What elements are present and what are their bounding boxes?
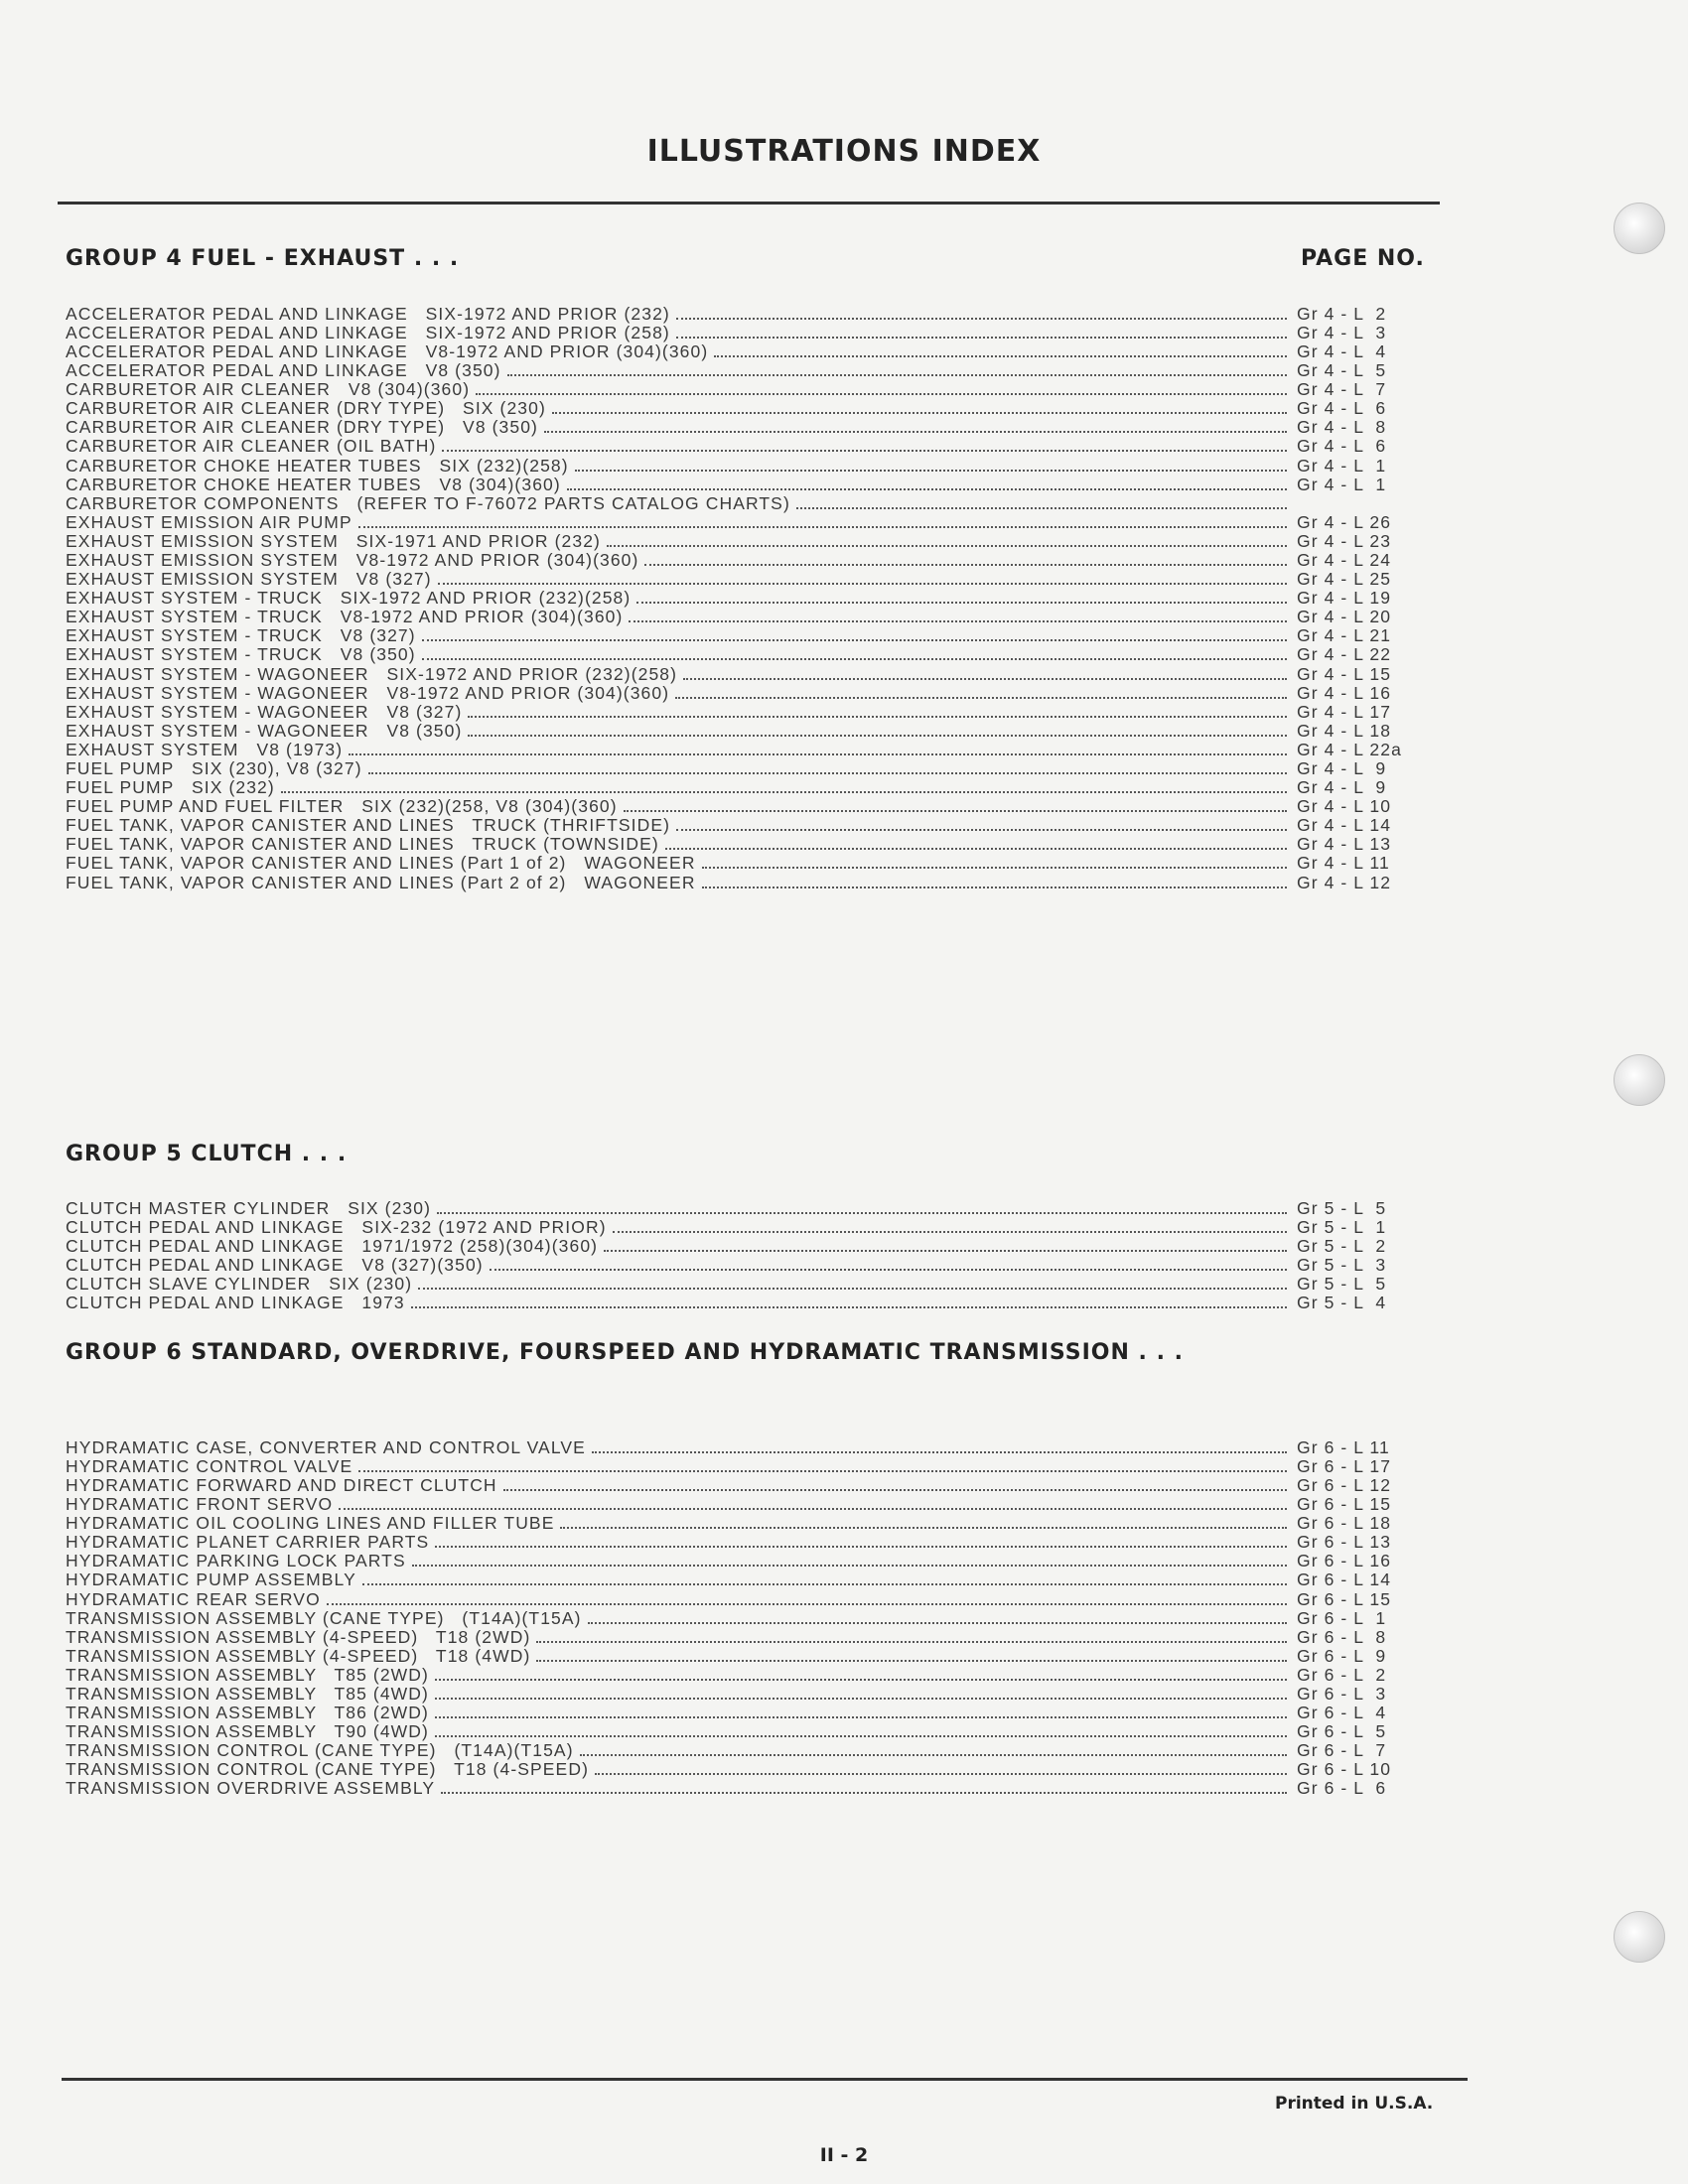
- entry-page-ref: Gr 6 - L 3: [1297, 1683, 1387, 1704]
- leader-dots: [490, 1253, 1287, 1271]
- leader-dots: [422, 624, 1287, 642]
- entry-page-ref: Gr 4 - L 18: [1297, 720, 1392, 741]
- leader-dots: [595, 1758, 1287, 1776]
- leader-dots: [575, 454, 1287, 472]
- leader-dots: [507, 358, 1287, 376]
- index-entry: [66, 814, 1446, 836]
- index-entry: [66, 529, 1446, 551]
- leader-dots: [665, 833, 1287, 851]
- entry-page-ref: Gr 4 - L 16: [1297, 682, 1392, 703]
- index-entry: [66, 396, 1446, 419]
- index-entry: [66, 1663, 1446, 1685]
- entry-label: FUEL PUMP SIX (232): [66, 777, 275, 798]
- leader-dots: [435, 1530, 1287, 1548]
- entry-page-ref: Gr 6 - L 10: [1297, 1759, 1392, 1780]
- entry-label: TRANSMISSION ASSEMBLY T85 (4WD): [66, 1683, 429, 1704]
- entry-page-ref: Gr 4 - L 25: [1297, 569, 1392, 590]
- index-entry: [66, 756, 1446, 778]
- entry-label: TRANSMISSION OVERDRIVE ASSEMBLY: [66, 1778, 436, 1799]
- index-entry: [66, 1454, 1446, 1476]
- entry-page-ref: Gr 6 - L 13: [1297, 1532, 1392, 1553]
- leader-dots: [702, 871, 1287, 888]
- entry-label: EXHAUST SYSTEM V8 (1973): [66, 739, 344, 759]
- entry-page-ref: Gr 6 - L 15: [1297, 1494, 1392, 1515]
- punch-hole-top: [1614, 203, 1665, 254]
- leader-dots: [624, 794, 1287, 812]
- index-entry: [66, 1550, 1446, 1569]
- entry-label: EXHAUST SYSTEM - TRUCK V8 (327): [66, 625, 416, 646]
- index-entry: [66, 700, 1446, 722]
- entry-label: EXHAUST EMISSION SYSTEM V8-1972 AND PRIOR (304)(360): [66, 549, 639, 570]
- entry-page-ref: Gr 4 - L 20: [1297, 607, 1392, 627]
- entry-label: CARBURETOR CHOKE HEATER TUBES SIX (232)(258): [66, 455, 569, 476]
- index-entry: [66, 302, 1446, 324]
- index-entry: [66, 1291, 1446, 1313]
- index-entry: [66, 1253, 1446, 1276]
- entry-label: EXHAUST SYSTEM - WAGONEER V8 (350): [66, 720, 463, 741]
- index-entry: [66, 1587, 1446, 1609]
- leader-dots: [368, 756, 1287, 774]
- leader-dots: [468, 719, 1287, 737]
- entry-label: CARBURETOR CHOKE HEATER TUBES V8 (304)(360): [66, 474, 561, 494]
- leader-dots: [613, 1215, 1287, 1233]
- entry-page-ref: Gr 4 - L 7: [1297, 379, 1387, 400]
- entry-label: TRANSMISSION ASSEMBLY T85 (2WD): [66, 1664, 429, 1685]
- entry-label: TRANSMISSION CONTROL (CANE TYPE) T18 (4-SPEED): [66, 1759, 589, 1780]
- index-entry: [66, 606, 1446, 627]
- group-6-heading: GROUP 6 STANDARD, OVERDRIVE, FOURSPEED AND HYDRAMATIC TRANSMISSION . . .: [66, 1340, 1184, 1365]
- entry-page-ref: Gr 4 - L 22a: [1297, 739, 1402, 759]
- entry-page-ref: Gr 6 - L 14: [1297, 1570, 1392, 1590]
- entry-label: CARBURETOR AIR CLEANER (OIL BATH): [66, 436, 437, 457]
- leader-dots: [468, 700, 1287, 718]
- leader-dots: [362, 1569, 1287, 1586]
- header-rule: [58, 202, 1440, 205]
- entry-page-ref: Gr 6 - L 2: [1297, 1664, 1387, 1685]
- leader-dots: [588, 1606, 1287, 1624]
- leader-dots: [435, 1682, 1287, 1700]
- leader-dots: [702, 852, 1287, 870]
- printed-in-usa: Printed in U.S.A.: [1275, 2094, 1434, 2114]
- entry-label: HYDRAMATIC REAR SERVO: [66, 1588, 321, 1609]
- index-entry: [66, 1234, 1446, 1256]
- leader-dots: [437, 1196, 1287, 1214]
- entry-page-ref: Gr 6 - L 15: [1297, 1588, 1392, 1609]
- leader-dots: [476, 377, 1287, 395]
- page-number: II - 2: [819, 2144, 869, 2166]
- entry-page-ref: Gr 4 - L 24: [1297, 549, 1392, 570]
- entry-page-ref: Gr 4 - L 11: [1297, 853, 1390, 874]
- entry-label: CLUTCH SLAVE CYLINDER SIX (230): [66, 1274, 413, 1295]
- entry-label: HYDRAMATIC CONTROL VALVE: [66, 1455, 353, 1476]
- entry-page-ref: Gr 5 - L 5: [1297, 1274, 1387, 1295]
- entry-label: FUEL TANK, VAPOR CANISTER AND LINES TRUCK (THRIFTSIDE): [66, 815, 671, 836]
- entry-page-ref: Gr 4 - L 19: [1297, 588, 1392, 609]
- entry-page-ref: Gr 4 - L 22: [1297, 644, 1392, 665]
- entry-page-ref: Gr 4 - L 21: [1297, 625, 1392, 646]
- leader-dots: [411, 1291, 1287, 1308]
- leader-dots: [683, 662, 1287, 680]
- entry-label: FUEL TANK, VAPOR CANISTER AND LINES (Part 2 of 2) WAGONEER: [66, 872, 696, 892]
- punch-hole-middle: [1614, 1054, 1665, 1106]
- leader-dots: [629, 606, 1287, 623]
- leader-dots: [567, 473, 1287, 490]
- index-entry: [66, 1530, 1446, 1553]
- entry-page-ref: Gr 5 - L 3: [1297, 1255, 1387, 1276]
- index-entry: [66, 681, 1446, 703]
- entry-page-ref: Gr 4 - L 23: [1297, 530, 1392, 551]
- index-entry: [66, 1739, 1446, 1761]
- leader-dots: [536, 1625, 1287, 1643]
- entry-label: FUEL PUMP AND FUEL FILTER SIX (232)(258, V8 (304)(360): [66, 796, 618, 817]
- index-entry: [66, 416, 1446, 438]
- index-entry: [66, 624, 1446, 646]
- entry-page-ref: Gr 6 - L 6: [1297, 1778, 1387, 1799]
- entry-page-ref: Gr 4 - L 6: [1297, 436, 1387, 457]
- index-entry: [66, 719, 1446, 741]
- entry-label: HYDRAMATIC PLANET CARRIER PARTS: [66, 1532, 430, 1553]
- index-entry: [66, 1701, 1446, 1723]
- entry-label: EXHAUST SYSTEM - TRUCK V8 (350): [66, 644, 416, 665]
- group-5-heading: GROUP 5 CLUTCH . . .: [66, 1142, 348, 1166]
- entry-label: CARBURETOR COMPONENTS (REFER TO F-76072 PARTS CATALOG CHARTS): [66, 492, 790, 513]
- leader-dots: [560, 1511, 1287, 1529]
- entry-label: EXHAUST SYSTEM - TRUCK V8-1972 AND PRIOR (304)(360): [66, 607, 624, 627]
- entry-page-ref: Gr 5 - L 1: [1297, 1216, 1387, 1237]
- index-entry: [66, 662, 1446, 684]
- punch-hole-bottom: [1614, 1911, 1665, 1963]
- entry-page-ref: Gr 4 - L 5: [1297, 360, 1387, 381]
- index-entry: [66, 321, 1446, 340]
- entry-label: CLUTCH PEDAL AND LINKAGE 1971/1972 (258)(304)(360): [66, 1235, 599, 1256]
- entry-label: CARBURETOR AIR CLEANER (DRY TYPE) V8 (350): [66, 417, 538, 438]
- index-entry: [66, 852, 1446, 874]
- entry-label: TRANSMISSION ASSEMBLY (CANE TYPE) (T14A)(T15A): [66, 1607, 582, 1628]
- leader-dots: [636, 586, 1287, 604]
- leader-dots: [281, 775, 1287, 793]
- group-4-entries: [66, 302, 1446, 892]
- index-entry: [66, 1492, 1446, 1515]
- entry-label: EXHAUST SYSTEM - WAGONEER V8-1972 AND PRIOR (304)(360): [66, 682, 670, 703]
- entry-page-ref: Gr 6 - L 7: [1297, 1740, 1387, 1761]
- entry-label: HYDRAMATIC FRONT SERVO: [66, 1494, 334, 1515]
- leader-dots: [422, 643, 1287, 661]
- entry-label: EXHAUST SYSTEM - TRUCK SIX-1972 AND PRIOR (232)(258): [66, 588, 632, 609]
- entry-label: TRANSMISSION ASSEMBLY (4-SPEED) T18 (2WD): [66, 1626, 531, 1647]
- entry-page-ref: Gr 5 - L 2: [1297, 1235, 1387, 1256]
- index-entry: [66, 1435, 1446, 1457]
- entry-page-ref: Gr 4 - L 1: [1297, 474, 1387, 494]
- index-entry: [66, 643, 1446, 665]
- entry-page-ref: Gr 4 - L 15: [1297, 663, 1392, 684]
- entry-page-ref: Gr 6 - L 8: [1297, 1626, 1387, 1647]
- entry-page-ref: Gr 4 - L 14: [1297, 815, 1392, 836]
- leader-dots: [503, 1473, 1287, 1491]
- entry-page-ref: Gr 5 - L 5: [1297, 1197, 1387, 1218]
- entry-page-ref: Gr 4 - L 4: [1297, 341, 1387, 361]
- index-entry: [66, 1473, 1446, 1495]
- entry-page-ref: Gr 4 - L 9: [1297, 758, 1387, 778]
- entry-page-ref: Gr 4 - L 9: [1297, 777, 1387, 798]
- entry-label: TRANSMISSION CONTROL (CANE TYPE) (T14A)(T15A): [66, 1740, 574, 1761]
- index-entry: [66, 454, 1446, 476]
- leader-dots: [580, 1739, 1287, 1757]
- index-entry: [66, 1758, 1446, 1780]
- leader-dots: [435, 1719, 1287, 1737]
- index-entry: [66, 473, 1446, 494]
- index-entry: [66, 548, 1446, 570]
- entry-label: EXHAUST EMISSION SYSTEM V8 (327): [66, 569, 432, 590]
- index-entry: [66, 794, 1446, 817]
- index-entry: [66, 1215, 1446, 1237]
- index-entry: [66, 435, 1446, 457]
- index-entry: [66, 377, 1446, 400]
- index-entry: [66, 1777, 1446, 1799]
- leader-dots: [676, 814, 1287, 832]
- index-entry: [66, 510, 1446, 532]
- page-no-heading: PAGE NO.: [1301, 246, 1425, 271]
- index-entry: [66, 1644, 1446, 1666]
- page-title: ILLUSTRATIONS INDEX: [646, 134, 1042, 169]
- entry-label: HYDRAMATIC PARKING LOCK PARTS: [66, 1551, 406, 1571]
- group-4-heading: GROUP 4 FUEL - EXHAUST . . .: [66, 246, 460, 271]
- entry-label: ACCELERATOR PEDAL AND LINKAGE V8-1972 AND PRIOR (304)(360): [66, 341, 709, 361]
- entry-label: TRANSMISSION ASSEMBLY (4-SPEED) T18 (4WD): [66, 1645, 531, 1666]
- entry-label: FUEL TANK, VAPOR CANISTER AND LINES (Part 1 of 2) WAGONEER: [66, 853, 696, 874]
- leader-dots: [349, 738, 1287, 755]
- index-entry: [66, 358, 1446, 381]
- index-entry: [66, 871, 1446, 892]
- index-entry: [66, 1625, 1446, 1647]
- entry-page-ref: Gr 4 - L 13: [1297, 834, 1392, 855]
- leader-dots: [339, 1492, 1287, 1510]
- entry-label: CLUTCH PEDAL AND LINKAGE 1973: [66, 1293, 405, 1313]
- entry-label: ACCELERATOR PEDAL AND LINKAGE SIX-1972 AND PRIOR (258): [66, 322, 670, 342]
- entry-label: HYDRAMATIC OIL COOLING LINES AND FILLER TUBE: [66, 1513, 555, 1534]
- leader-dots: [607, 529, 1287, 547]
- entry-label: CLUTCH MASTER CYLINDER SIX (230): [66, 1197, 432, 1218]
- entry-label: HYDRAMATIC FORWARD AND DIRECT CLUTCH: [66, 1474, 497, 1495]
- index-entry: [66, 1719, 1446, 1742]
- index-entry: [66, 1272, 1446, 1295]
- leader-dots: [536, 1644, 1287, 1662]
- entry-page-ref: Gr 4 - L 17: [1297, 701, 1392, 722]
- index-entry: [66, 1569, 1446, 1590]
- entry-label: TRANSMISSION ASSEMBLY T86 (2WD): [66, 1703, 429, 1723]
- index-entry: [66, 1196, 1446, 1218]
- entry-page-ref: Gr 4 - L 26: [1297, 511, 1392, 532]
- leader-dots: [604, 1234, 1287, 1252]
- leader-dots: [544, 416, 1287, 434]
- entry-label: ACCELERATOR PEDAL AND LINKAGE V8 (350): [66, 360, 501, 381]
- entry-page-ref: Gr 4 - L 3: [1297, 322, 1387, 342]
- entry-page-ref: Gr 4 - L 6: [1297, 398, 1387, 419]
- leader-dots: [441, 1777, 1287, 1795]
- entry-page-ref: Gr 6 - L 17: [1297, 1455, 1392, 1476]
- entry-label: CARBURETOR AIR CLEANER (DRY TYPE) SIX (230): [66, 398, 546, 419]
- footer-rule: [62, 2078, 1468, 2081]
- entry-page-ref: Gr 6 - L 11: [1297, 1436, 1390, 1457]
- leader-dots: [676, 302, 1287, 320]
- entry-page-ref: Gr 6 - L 9: [1297, 1645, 1387, 1666]
- index-entry: [66, 775, 1446, 798]
- leader-dots: [675, 681, 1287, 699]
- entry-page-ref: Gr 6 - L 4: [1297, 1703, 1387, 1723]
- leader-dots: [796, 491, 1287, 509]
- entry-label: EXHAUST EMISSION AIR PUMP: [66, 511, 352, 532]
- leader-dots: [418, 1272, 1287, 1290]
- entry-page-ref: Gr 4 - L 10: [1297, 796, 1392, 817]
- entry-label: HYDRAMATIC CASE, CONVERTER AND CONTROL VALVE: [66, 1436, 586, 1457]
- index-entry: [66, 567, 1446, 590]
- index-entry: [66, 1511, 1446, 1534]
- entry-label: EXHAUST EMISSION SYSTEM SIX-1971 AND PRIOR (232): [66, 530, 601, 551]
- index-entry: [66, 586, 1446, 609]
- entry-page-ref: Gr 4 - L 2: [1297, 303, 1387, 324]
- entry-label: CLUTCH PEDAL AND LINKAGE V8 (327)(350): [66, 1255, 484, 1276]
- leader-dots: [327, 1587, 1287, 1605]
- entry-page-ref: Gr 6 - L 1: [1297, 1607, 1387, 1628]
- leader-dots: [714, 340, 1287, 357]
- index-entry: [66, 738, 1446, 759]
- entry-label: EXHAUST SYSTEM - WAGONEER SIX-1972 AND PRIOR (232)(258): [66, 663, 678, 684]
- entry-label: EXHAUST SYSTEM - WAGONEER V8 (327): [66, 701, 463, 722]
- index-entry: [66, 1606, 1446, 1628]
- group-6-entries: [66, 1435, 1446, 1799]
- entry-page-ref: Gr 4 - L 8: [1297, 417, 1387, 438]
- entry-page-ref: Gr 6 - L 16: [1297, 1551, 1392, 1571]
- entry-page-ref: Gr 6 - L 18: [1297, 1513, 1392, 1534]
- entry-label: FUEL PUMP SIX (230), V8 (327): [66, 758, 362, 778]
- leader-dots: [358, 510, 1287, 528]
- leader-dots: [442, 435, 1287, 453]
- leader-dots: [552, 396, 1287, 414]
- leader-dots: [676, 321, 1287, 339]
- entry-label: FUEL TANK, VAPOR CANISTER AND LINES TRUCK (TOWNSIDE): [66, 834, 659, 855]
- entry-page-ref: Gr 6 - L 12: [1297, 1474, 1392, 1495]
- entry-page-ref: Gr 4 - L 1: [1297, 455, 1387, 476]
- leader-dots: [358, 1454, 1287, 1472]
- leader-dots: [592, 1435, 1287, 1453]
- leader-dots: [644, 548, 1287, 566]
- leader-dots: [435, 1663, 1287, 1681]
- entry-page-ref: Gr 6 - L 5: [1297, 1721, 1387, 1742]
- leader-dots: [435, 1701, 1287, 1718]
- leader-dots: [412, 1550, 1287, 1568]
- index-entry: [66, 340, 1446, 361]
- entry-label: HYDRAMATIC PUMP ASSEMBLY: [66, 1570, 356, 1590]
- index-entry: [66, 1682, 1446, 1704]
- entry-page-ref: Gr 5 - L 4: [1297, 1293, 1387, 1313]
- entry-label: TRANSMISSION ASSEMBLY T90 (4WD): [66, 1721, 429, 1742]
- entry-label: CLUTCH PEDAL AND LINKAGE SIX-232 (1972 AND PRIOR): [66, 1216, 607, 1237]
- index-entry: [66, 491, 1446, 513]
- entry-label: ACCELERATOR PEDAL AND LINKAGE SIX-1972 AND PRIOR (232): [66, 303, 670, 324]
- group-5-entries: [66, 1196, 1446, 1313]
- entry-page-ref: Gr 4 - L 12: [1297, 872, 1392, 892]
- leader-dots: [438, 567, 1287, 585]
- entry-label: CARBURETOR AIR CLEANER V8 (304)(360): [66, 379, 471, 400]
- index-entry: [66, 833, 1446, 855]
